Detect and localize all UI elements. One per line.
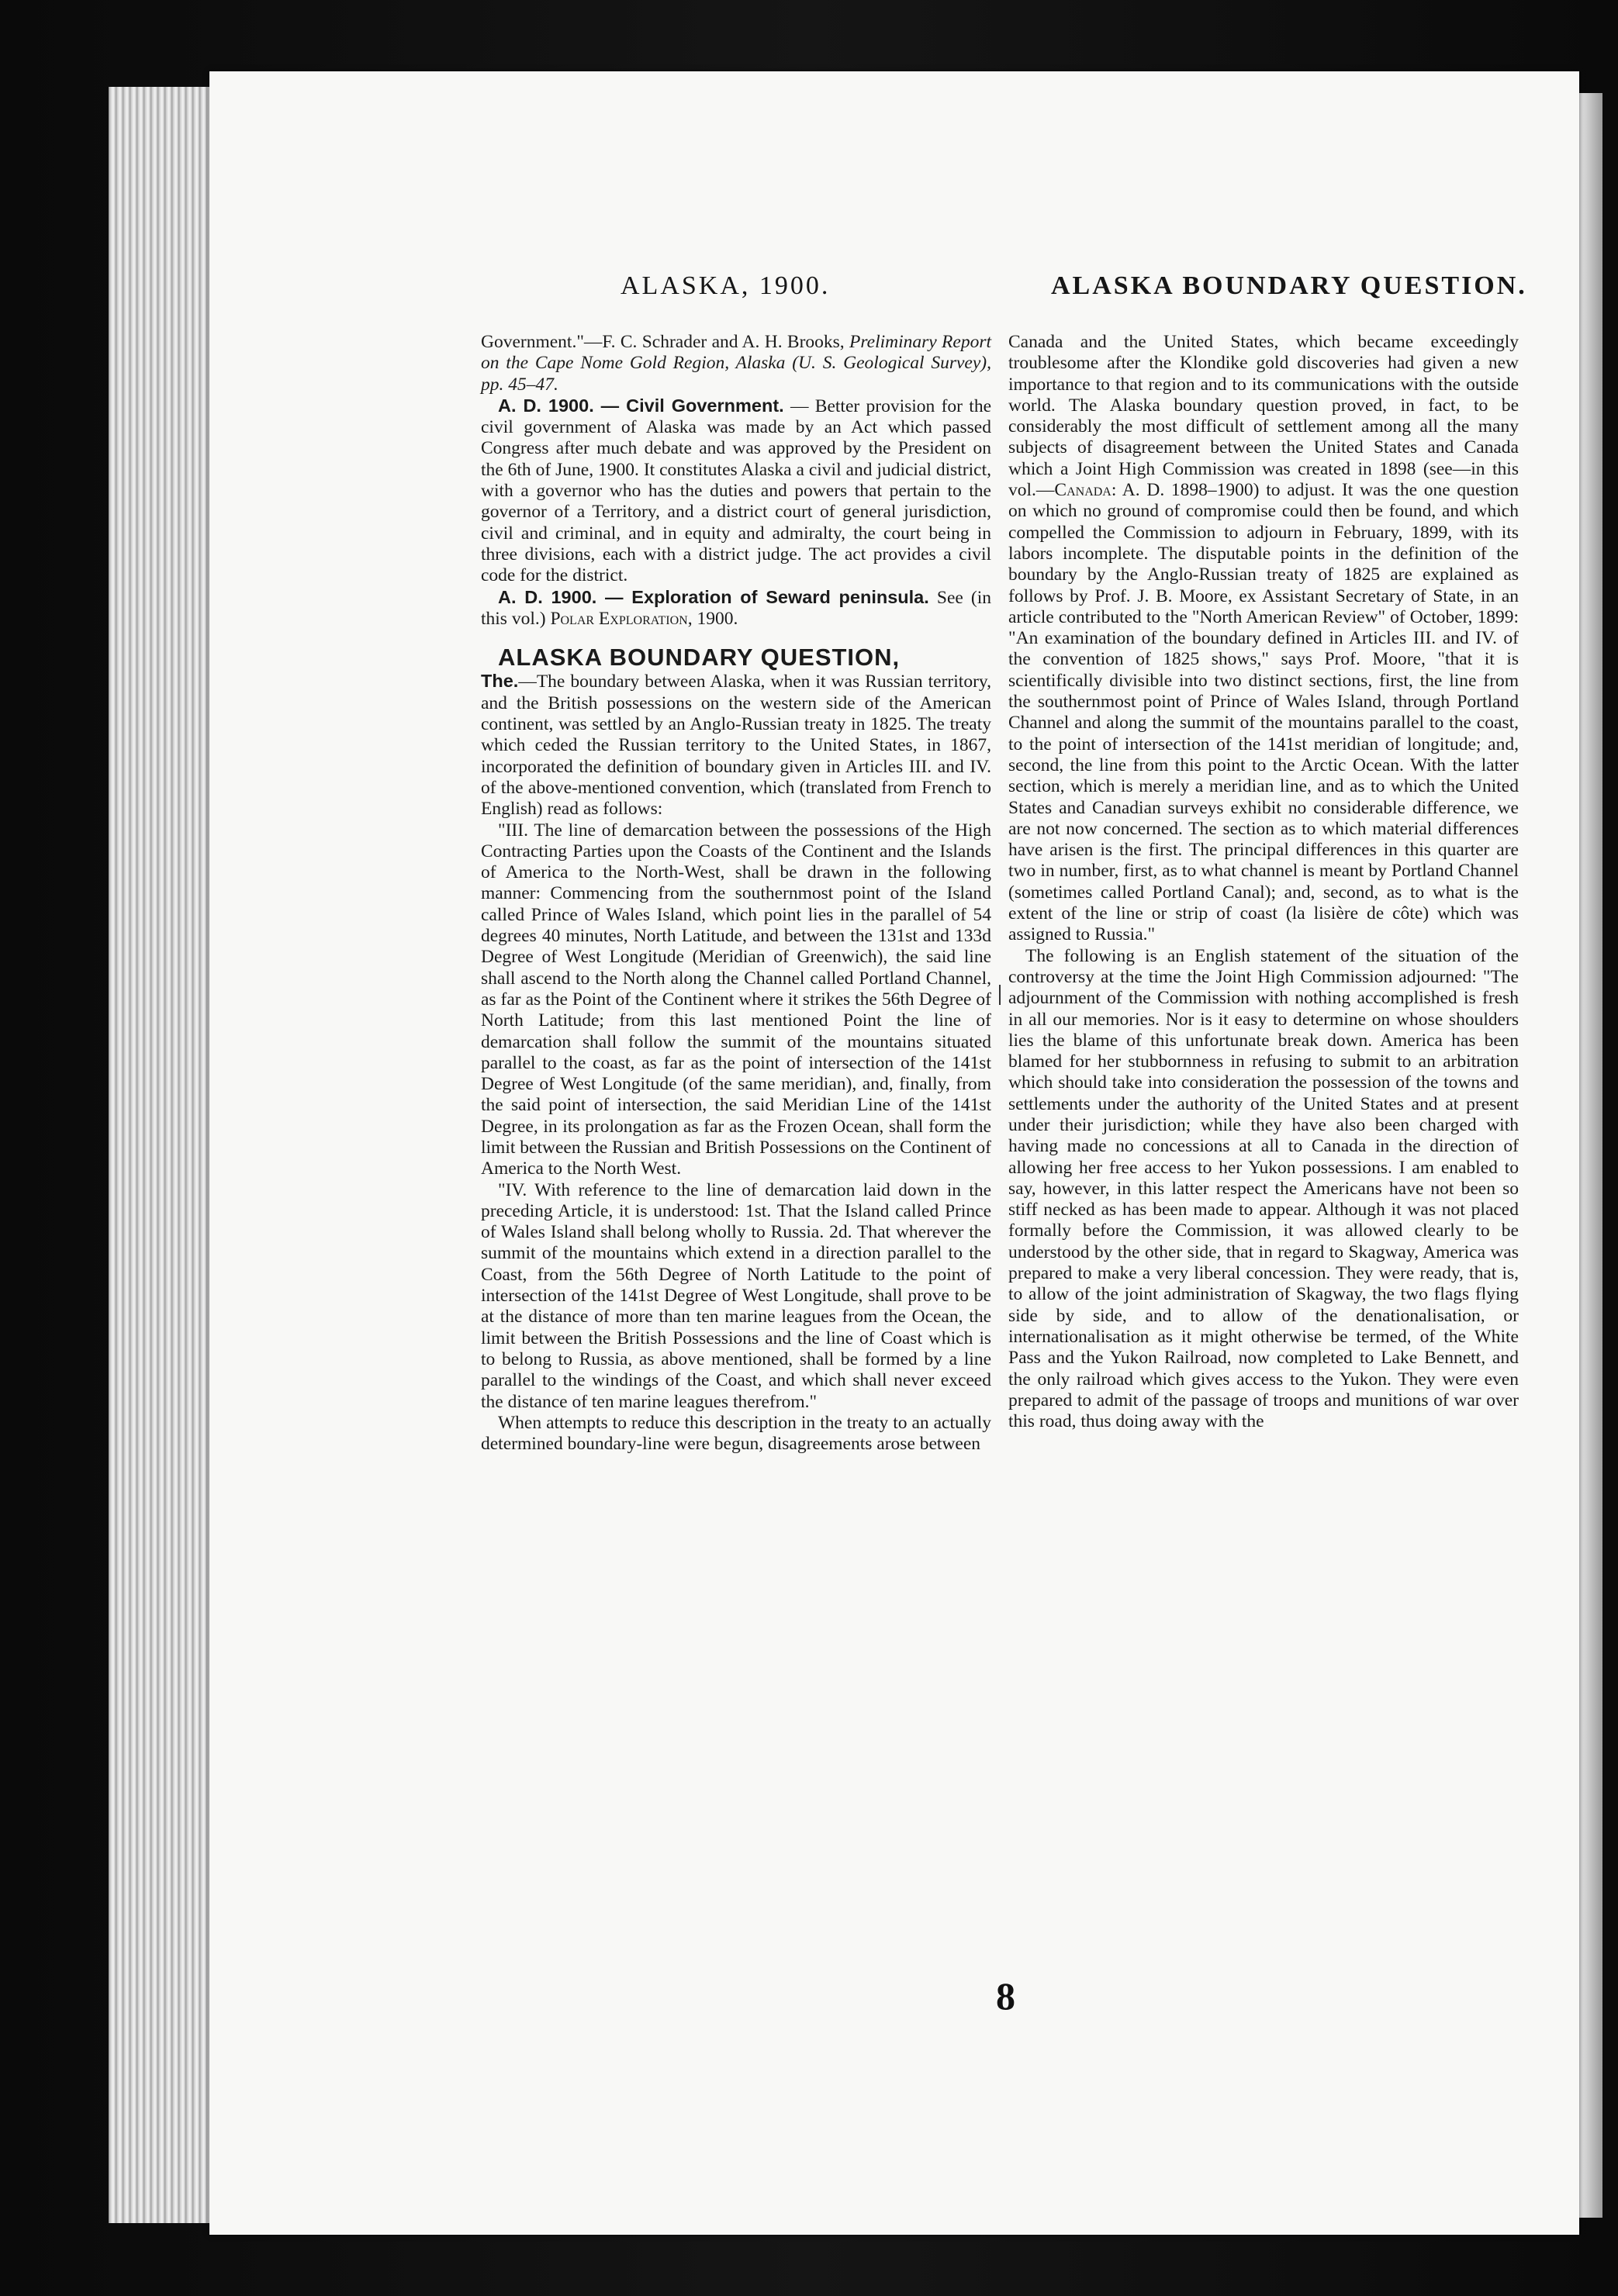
civil-government-entry [481, 395, 991, 587]
running-head-left: ALASKA, 1900. [621, 271, 831, 300]
attempts-paragraph: When attempts to reduce this description in the treaty to an actually determined boundary-line were begun, disagreements arose between [481, 1412, 991, 1455]
boundary-question-entry [481, 644, 991, 820]
boundary-question-heading: ALASKA BOUNDARY QUESTION, [498, 644, 901, 672]
citation-authors: Government."—F. C. Schrader and A. H. Brooks, [481, 332, 850, 352]
right-column [1008, 332, 1519, 1432]
margin-mark [999, 985, 1001, 1005]
canada-cross-reference: Canada: [1054, 480, 1117, 501]
right-paragraph-1-rest: A. D. 1898–1900) to adjust. It was the one question on which no ground of compromise could then be found, and which compelled the Commission to adjourn in February, 1899, with its labors incomplete. The disputable points in the definition of the boundary by the Anglo-Russian treaty of 1825 are explained as follows by Prof. J. B. Moore, ex Assistant Secretary of State, in an article contributed to the "North American Review" of October, 1899: "An examination of the boundary defined in Articles III. and IV. of the convention of 1825 shows," says Prof. Moore, "that it is scientifically divisible into two distinct sections, first, the line from the southernmost point of Prince of Wales Island, through Portland Channel and along the summit of the mountains parallel to the coast, to the point of intersection of the 141st meridian of longitude; and, second, the line from this point to the Arctic Ocean. With the latter section, which is merely a meridian line, and as to which the United States and Canadian surveys exhibit no considerable difference, we are not now concerned. The section as to which material differences have arisen is the first. The principal differences in this quarter are two in number, first, as to what channel is meant by Portland Channel (sometimes called Portland Canal); and, second, as to what is the extent of the line or strip of coast (la lisière de côte) which was assigned to Russia." [1008, 480, 1519, 945]
seward-see-text: See (in this vol.) [481, 587, 991, 629]
left-column [481, 332, 991, 1455]
citation-paragraph [481, 332, 991, 395]
right-paragraph-1-start: Canada and the United States, which became exceedingly troublesome after the Klondike gold discoveries had given a new importance to that region and to its communications with the outside world. The Alaska boundary question proved, in fact, to be considerably the most difficult of settlement among all the many subjects of disagreement between the United States and Canada which a Joint High Commission was created in 1898 (see—in this vol.— [1008, 332, 1519, 501]
civil-government-body: — Better provision for the civil government of Alaska was made by an Act which passed Congress after much debate and was approved by the President on the 6th of June, 1900. It constitutes Alaska a civil and judicial district, with a governor who has the duties and powers that pertain to the governor of a Territory, and a district court of general jurisdiction, civil and criminal, and in equity and admiralty, the court being in three divisions, each with a district judge. The act provides a civil code for the district. [481, 395, 991, 586]
boundary-question-the: The. [481, 671, 519, 692]
right-paragraph-1 [1008, 332, 1519, 946]
citation-title: Preliminary Report on the Cape Nome Gold Region, Alaska (U. S. Geological Survey), pp. 45–47. [481, 332, 992, 395]
book-right-edge [1579, 93, 1602, 2218]
treaty-article-iii: "III. The line of demarcation between the possessions of the High Contracting Parties upon the Coasts of the Continent and the Islands of America to the North-West, shall be drawn in the following manner: Commencing from the southernmost point of the Island called Prince of Wales Island, which point lies in the parallel of 54 degrees 40 minutes, North Latitude, and between the 131st and 133d Degree of West Longitude (Meridian of Greenwich), the said line shall ascend to the North along the Channel called Portland Channel, as far as the Point of the Continent where it strikes the 56th Degree of North Latitude; from this last mentioned Point the line of demarcation shall follow the summit of the mountains situated parallel to the coast, as far as the point of intersection of the 141st Degree of West Longitude (of the same meridian), and, finally, from the said point of intersection, the said Meridian Line of the 141st Degree, in its prolongation as far as the Frozen Ocean, shall form the limit between the Russian and British Possessions on the Continent of America to the North West. [481, 820, 991, 1179]
page-number: 8 [996, 1974, 1015, 2018]
civil-government-heading: A. D. 1900. — Civil Government. [498, 395, 784, 416]
treaty-article-iv: "IV. With reference to the line of demarcation laid down in the preceding Article, it is understood: 1st. That the Island called Prince of Wales Island shall belong wholly to Russia. 2d. That wherever the summit of the mountains which extend in a direction parallel to the Coast, from the 56th Degree of North Latitude to the point of intersection of the 141st Degree of West Longitude, shall prove to be at the distance of more than ten marine leagues from the Ocean, the limit between the British Possessions and the line of Coast which is to belong to Russia, as above mentioned, shall be formed by a line parallel to the windings of the Coast, and which shall never exceed the distance of ten marine leagues therefrom." [481, 1179, 991, 1412]
seward-cross-reference: Polar Exploration, [550, 608, 693, 629]
seward-entry [481, 587, 991, 630]
seward-year: 1900. [692, 608, 738, 629]
boundary-question-body: —The boundary between Alaska, when it was Russian territory, and the British possessions on the western side of the American continent, was settled by an Anglo-Russian treaty in 1825. The treaty which ceded the Russian territory to the United States, in 1867, incorporated the definition of boundary given in Articles III. and IV. of the above-mentioned convention, which (translated from French to English) read as follows: [481, 672, 991, 820]
seward-heading: A. D. 1900. — Exploration of Seward peninsula. [498, 586, 929, 607]
right-paragraph-2: The following is an English statement of the situation of the controversy at the time the Joint High Commission adjourned: "The adjournment of the Commission with nothing accomplished is fresh in all our memories. Nor is it easy to determine on whose shoulders lies the blame of this unfortunate break down. America has been blamed for her stubbornness in refusing to submit to an arbitration which should take into consideration the possession of the towns and settlements under the authority of the United States and at present under their jurisdiction; while they have also been charged with having made no concessions at all to Canada in the direction of allowing her free access to her Yukon possessions. I am enabled to say, however, in this latter respect the Americans have not been so stiff necked as has been made to appear. Although it was not placed formally before the Commission, it was allowed clearly to be understood by the other side, that in regard to Skagway, America was prepared to make a very liberal concession. They were ready, that is, to allow of the joint administration of Skagway, the two flags flying side by side, and to allow of the denationalisation, or internationalisation as it might otherwise be termed, of the White Pass and the Yukon Railroad, now completed to Lake Bennett, and the only railroad which gives access to the Yukon. They were even prepared to admit of the passage of troops and munitions of war over this road, thus doing away with the [1008, 945, 1519, 1432]
running-head-right: ALASKA BOUNDARY QUESTION. [1051, 271, 1527, 300]
book-page-edges [109, 87, 225, 2223]
